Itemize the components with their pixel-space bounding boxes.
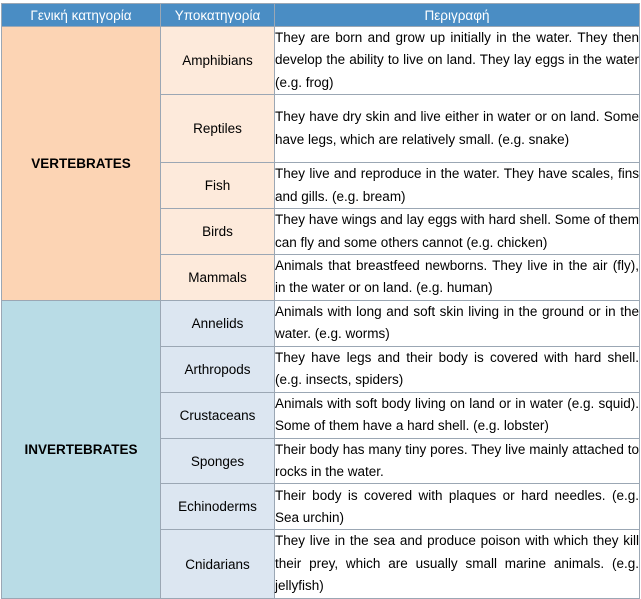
subcategory-arthropods: Arthropods xyxy=(161,346,275,392)
subcategory-amphibians: Amphibians xyxy=(161,27,275,95)
subcategory-mammals: Mammals xyxy=(161,255,275,301)
description-arthropods: They have legs and their body is covered with hard shell. (e.g. insects, spiders) xyxy=(275,346,640,392)
subcategory-annelids: Annelids xyxy=(161,300,275,346)
header-general-category: Γενική κατηγορία xyxy=(2,4,161,27)
category-vertebrates: VERTEBRATES xyxy=(2,27,161,301)
subcategory-reptiles: Reptiles xyxy=(161,95,275,163)
description-fish: They live and reproduce in the water. They have scales, fins and gills. (e.g. bream) xyxy=(275,163,640,209)
table-row xyxy=(2,27,640,95)
header-subcategory: Υποκατηγορία xyxy=(161,4,275,27)
description-amphibians: They are born and grow up initially in the water. They then develop the ability to live on land. They lay eggs in the water (e.g. frog) xyxy=(275,27,640,95)
subcategory-fish: Fish xyxy=(161,163,275,209)
header-description: Περιγραφή xyxy=(275,4,640,27)
description-annelids: Animals with long and soft skin living in the ground or in the water. (e.g. worms) xyxy=(275,300,640,346)
table-row xyxy=(2,300,640,346)
description-birds: They have wings and lay eggs with hard shell. Some of them can fly and some others cannot (e.g. chicken) xyxy=(275,209,640,255)
header-row xyxy=(2,4,640,27)
subcategory-echinoderms: Echinoderms xyxy=(161,484,275,530)
description-reptiles: They have dry skin and live either in water or on land. Some have legs, which are relatively small. (e.g. snake) xyxy=(275,95,640,163)
animal-classification-table xyxy=(1,3,640,599)
description-crustaceans: Animals with soft body living on land or in water (e.g. squid). Some of them have a hard shell. (e.g. lobster) xyxy=(275,392,640,438)
subcategory-cnidarians: Cnidarians xyxy=(161,530,275,598)
subcategory-crustaceans: Crustaceans xyxy=(161,392,275,438)
subcategory-birds: Birds xyxy=(161,209,275,255)
category-invertebrates: INVERTEBRATES xyxy=(2,300,161,598)
subcategory-sponges: Sponges xyxy=(161,438,275,484)
description-echinoderms: Their body is covered with plaques or hard needles. (e.g. Sea urchin) xyxy=(275,484,640,530)
description-sponges: Their body has many tiny pores. They live mainly attached to rocks in the water. xyxy=(275,438,640,484)
description-mammals: Animals that breastfeed newborns. They live in the air (fly), in the water or on land. (e.g. human) xyxy=(275,255,640,301)
description-cnidarians: They live in the sea and produce poison with which they kill their prey, which are usually small marine animals. (e.g. jellyfish) xyxy=(275,530,640,598)
